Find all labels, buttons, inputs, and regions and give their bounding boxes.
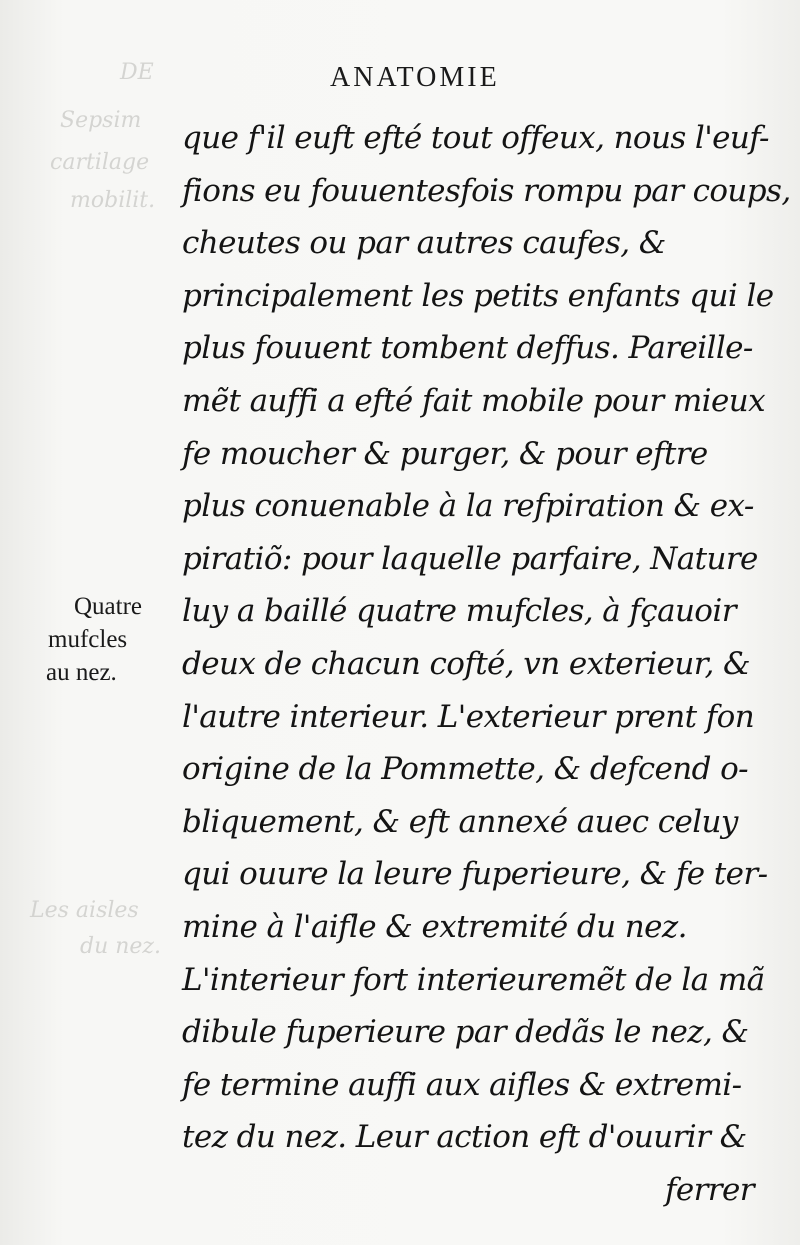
- text-line: piratiõ: pour laquelle parfaire, Nature: [182, 540, 758, 577]
- margin-note-line: au nez.: [46, 659, 117, 686]
- text-line: mine à l'aifle & extremité du nez.: [182, 908, 687, 945]
- margin-note-line: Quatre: [74, 593, 143, 620]
- text-line: luy a baillé quatre mufcles, à fçauoir: [182, 593, 736, 630]
- catchword: ferrer: [664, 1171, 754, 1208]
- text-line: fe termine auffi aux aifles & extremi-: [182, 1066, 742, 1103]
- text-line: principalement les petits enfants qui le: [182, 277, 774, 314]
- body-text: [182, 112, 791, 1216]
- text-line: plus conuenable à la refpiration & ex-: [182, 488, 754, 525]
- text-line: L'interieur fort interieuremẽt de la mã: [182, 961, 765, 998]
- text-line: fions eu fouuentesfois rompu par coups,: [182, 172, 791, 209]
- text-line: origine de la Pommette, & defcend o-: [182, 751, 749, 788]
- text-line: plus fouuent tombent deffus. Pareille-: [182, 330, 753, 367]
- text-line: fe moucher & purger, & pour eftre: [182, 435, 708, 472]
- running-head: ANATOMIE: [330, 62, 500, 93]
- text-line: deux de chacun cofté, vn exterieur, &: [182, 645, 751, 682]
- text-line: l'autre interieur. L'exterieur prent fon: [182, 698, 755, 735]
- text-line: qui ouure la leure fuperieure, & fe ter-: [182, 856, 768, 893]
- bleed-through-text: cartilage: [50, 150, 150, 175]
- text-line: tez du nez. Leur action eft d'ouurir &: [182, 1119, 747, 1156]
- bleed-through-text: du nez.: [80, 934, 162, 959]
- text-line: mẽt auffi a efté fait mobile pour mieux: [182, 382, 765, 419]
- bleed-through-text: mobilit.: [70, 188, 156, 213]
- text-line: bliquement, & eft annexé auec celuy: [182, 803, 738, 840]
- text-line: dibule fuperieure par dedãs le nez, &: [182, 1014, 749, 1051]
- margin-note: [46, 590, 180, 689]
- text-line: que f'il euft efté tout offeux, nous l'euf-: [182, 120, 769, 156]
- bleed-through-text: Sepsim: [60, 108, 142, 133]
- bleed-through-text: DE: [120, 60, 154, 85]
- bleed-through-text: Les aisles: [30, 898, 139, 923]
- margin-note-line: mufcles: [48, 626, 128, 653]
- text-line: cheutes ou par autres caufes, &: [182, 225, 666, 262]
